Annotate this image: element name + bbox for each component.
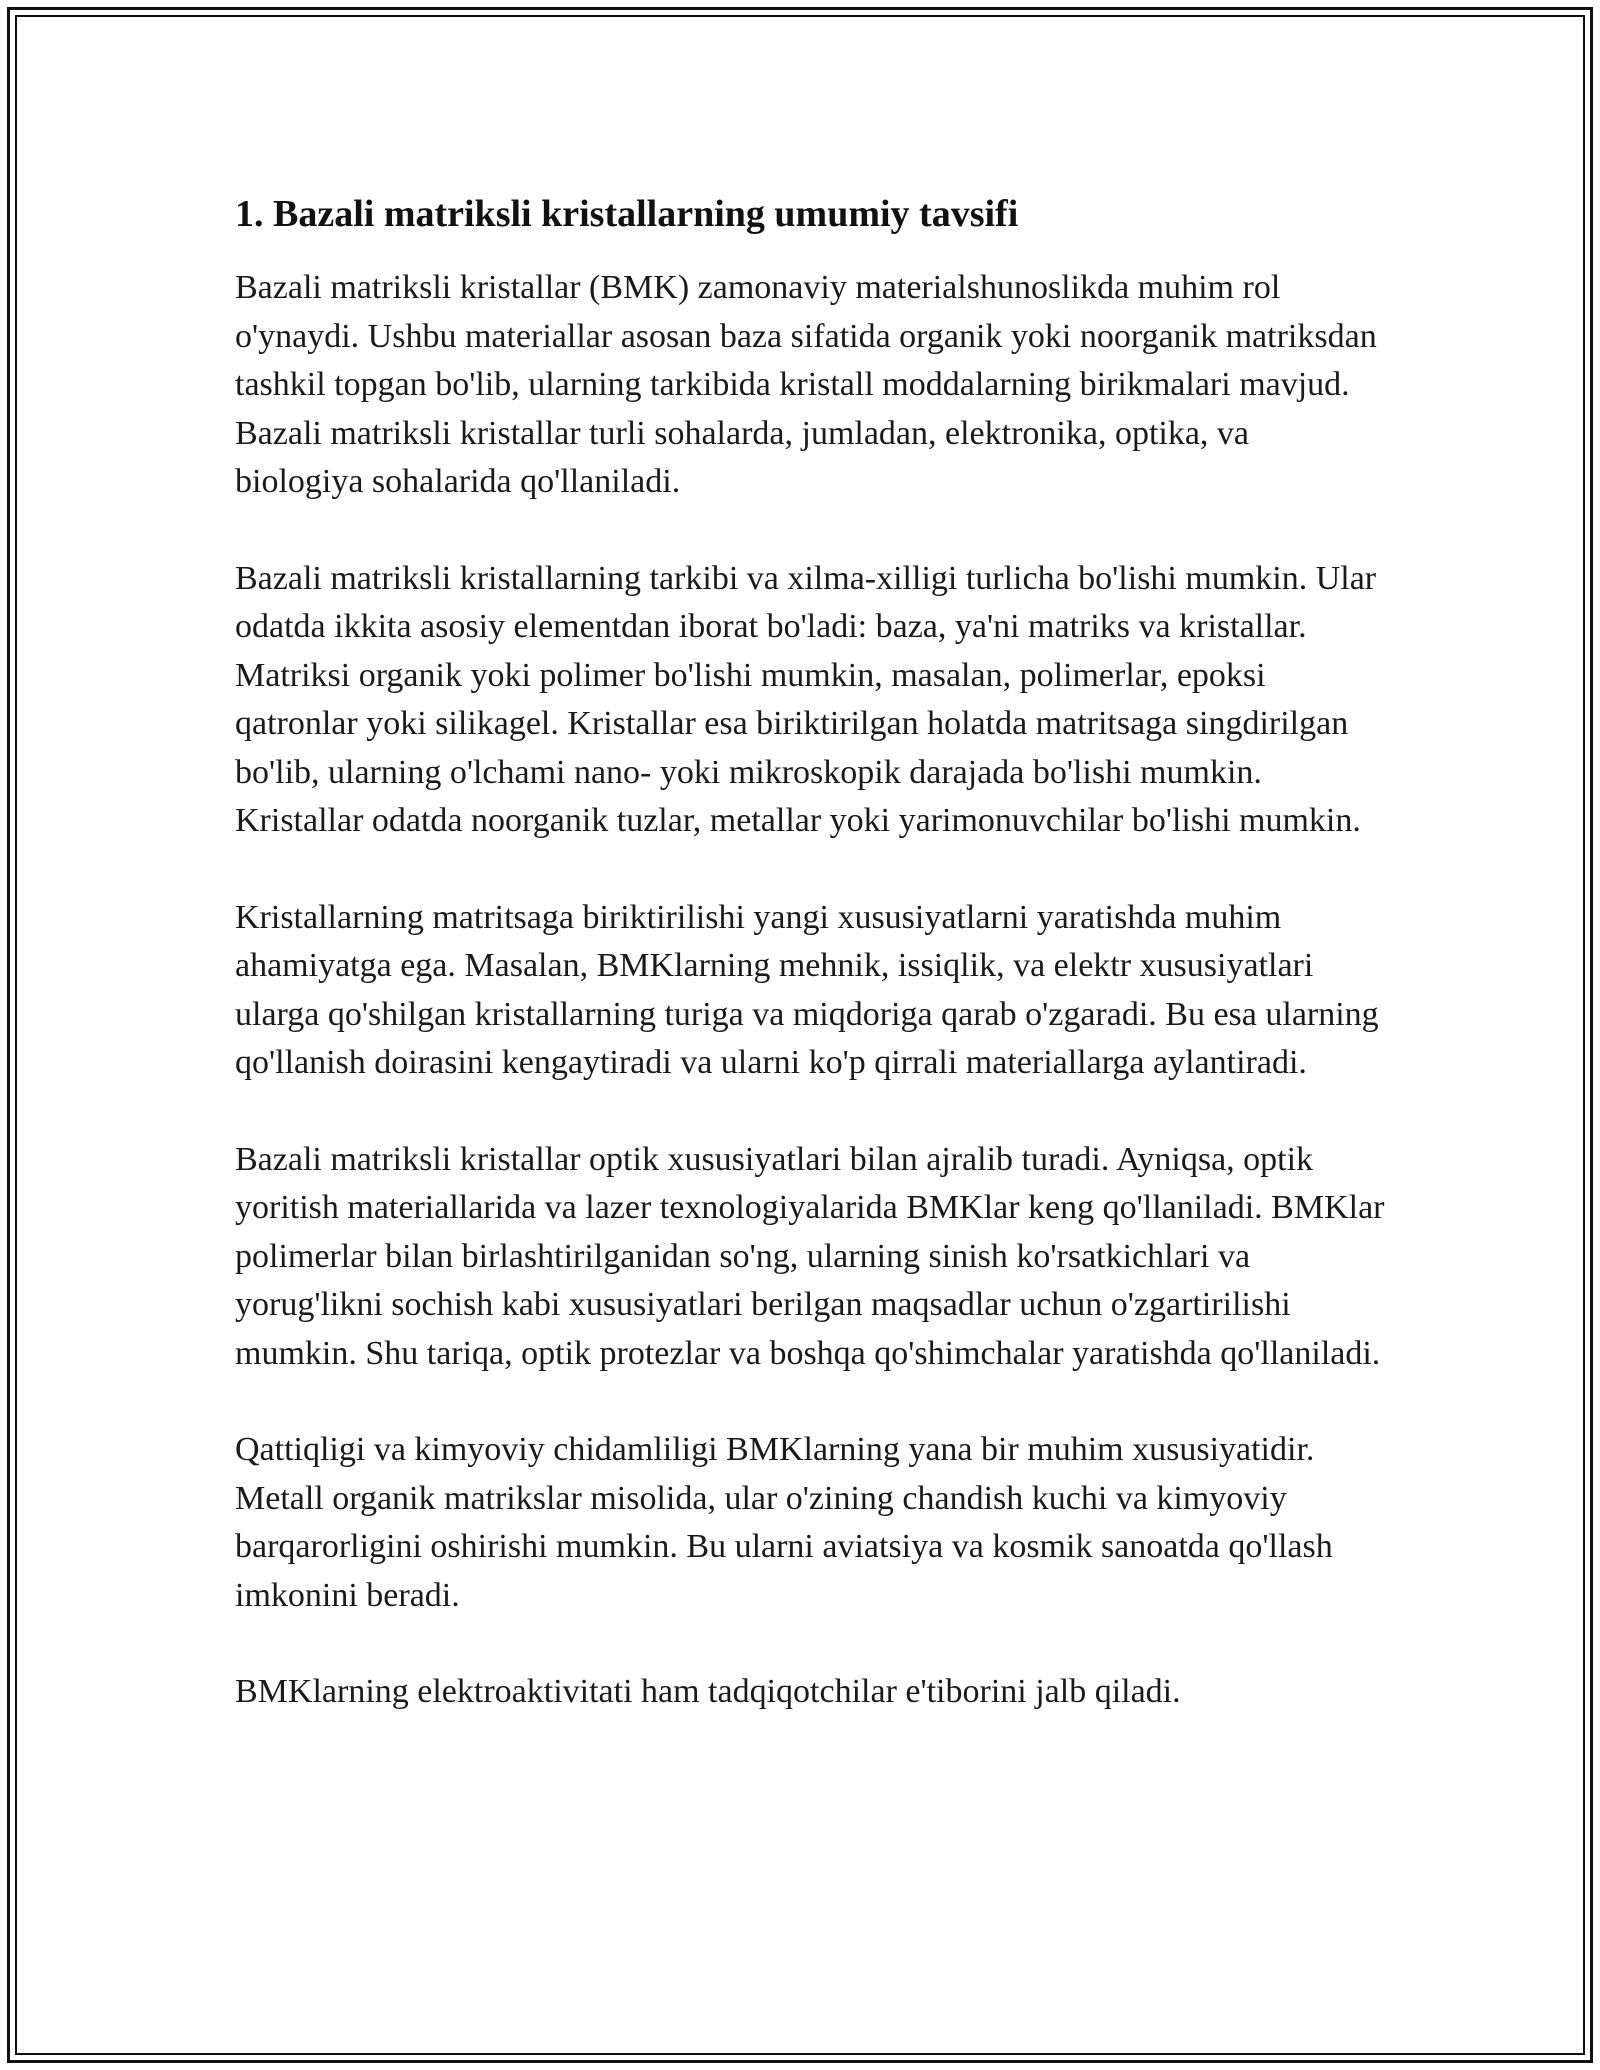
paragraph-properties: Kristallarning matritsaga biriktirilishi yangi xususiyatlarni yaratishda muhim ahamiyatga ega. Masalan, BMKlarning mehnik, issiqlik, va elektr xususiyatlari ularga qo'shilgan kristallarning turiga va miqdoriga qarab o'zgaradi. Bu esa ularning qo'llanish doirasini kengaytiradi va ularni ko'p qirrali materiallarga aylantiradi. [235, 898, 1379, 1081]
paragraph-optical: Bazali matriksli kristallar optik xususiyatlari bilan ajralib turadi. Ayniqsa, optik yoritish materiallarida va lazer texnologiyalarida BMKlar keng qo'llaniladi. BMKlar polimerlar bilan birlashtirilganidan so'ng, ularning sinish ko'rsatkichlari va yorug'likni sochish kabi xususiyatlari berilgan maqsadlar uchun o'zgartirilishi mumkin. Shu tariqa, optik protezlar va boshqa qo'shimchalar yaratishda qo'llaniladi. [235, 1140, 1385, 1372]
paragraph-electroactivity: BMKlarning elektroaktivitati ham tadqiqotchilar e'tiborini jalb qiladi. [235, 1673, 1181, 1710]
section-heading: 1. Bazali matriksli kristallarning umumiy tavsifi [235, 193, 1019, 235]
paragraph-intro: Bazali matriksli kristallar (BMK) zamonaviy materialshunoslikda muhim rol o'ynaydi. Ushbu materiallar asosan baza sifatida organik yoki noorganik matriksdan tashkil topgan bo'lib, ularning tarkibida kristall moddalarning birikmalari mavjud. Bazali matriksli kristallar turli sohalarda, jumladan, elektronika, optika, va biologiya sohalarida qo'llaniladi. [235, 269, 1377, 500]
paragraph-hardness: Qattiqligi va kimyoviy chidamliligi BMKlarning yana bir muhim xususiyatidir. Metall organik matrikslar misolida, ular o'zining chandish kuchi va kimyoviy barqarorligini oshirishi mumkin. Bu ularni aviatsiya va kosmik sanoatda qo'llash imkonini beradi. [235, 1431, 1333, 1614]
document-body [235, 186, 1385, 1765]
paragraph-composition: Bazali matriksli kristallarning tarkibi va xilma-xilligi turlicha bo'lishi mumkin. Ular odatda ikkita asosiy elementdan iborat bo'ladi: baza, ya'ni matriks va kristallar. Matriksi organik yoki polimer bo'lishi mumkin, masalan, polimerlar, epoksi qatronlar yoki silikagel. Kristallar esa biriktirilgan holatda matritsaga singdirilgan bo'lib, ularning o'lchami nano- yoki mikroskopik darajada bo'lishi mumkin. Kristallar odatda noorganik tuzlar, metallar yoki yarimonuvchilar bo'lishi mumkin. [235, 559, 1377, 839]
